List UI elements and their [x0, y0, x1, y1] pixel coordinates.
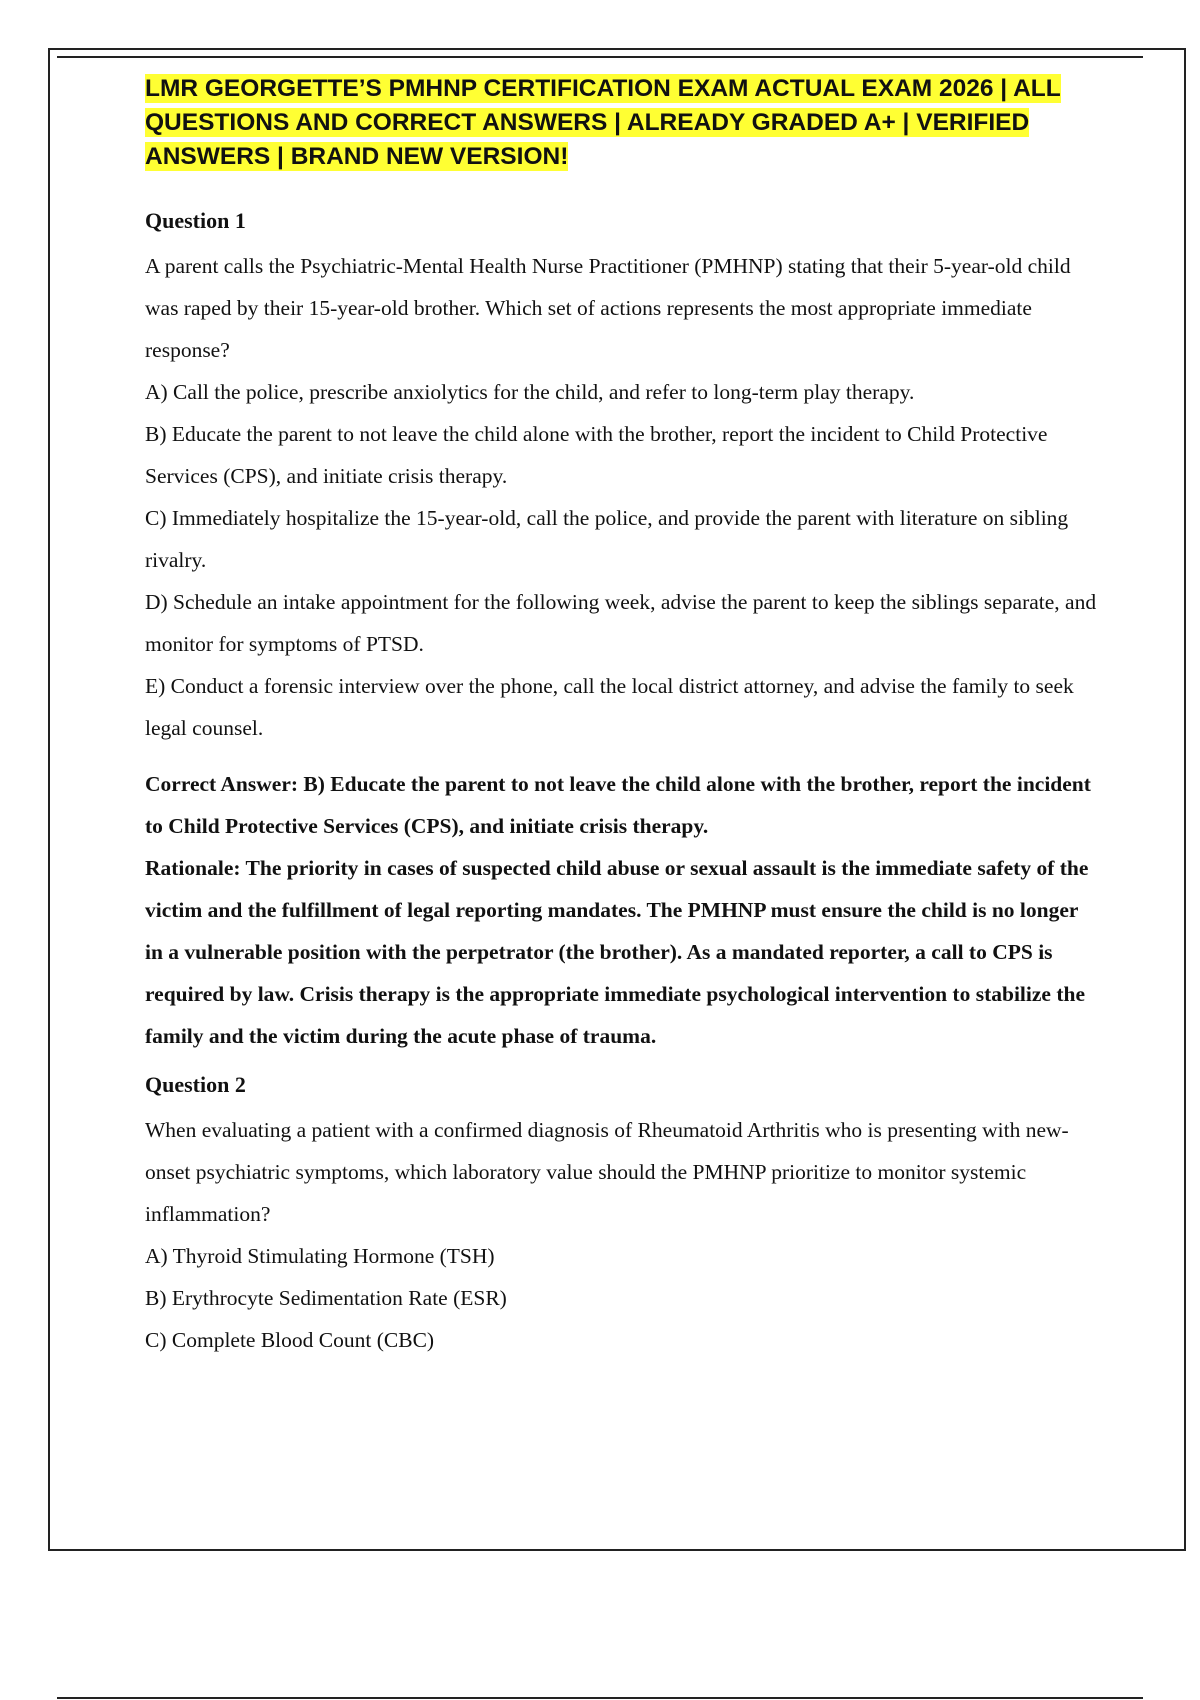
option-e: E) Conduct a forensic interview over the phone, call the local district attorney, and advise the family to seek legal counsel.	[145, 674, 1074, 740]
question-heading: Question 1	[145, 208, 246, 233]
option-c: C) Complete Blood Count (CBC)	[145, 1328, 435, 1352]
option-a: A) Call the police, prescribe anxiolytics for the child, and refer to long-term play therapy.	[145, 380, 915, 404]
option-b: B) Erythrocyte Sedimentation Rate (ESR)	[145, 1286, 507, 1310]
rationale: Rationale: The priority in cases of suspected child abuse or sexual assault is the immediate safety of the victim and the fulfillment of legal reporting mandates. The PMHNP must ensure the child is no longer in a vulnerable position with the perpetrator (the brother). As a mandated reporter, a call to CPS is required by law. Crisis therapy is the appropriate immediate psychological intervention to stabilize the family and the victim during the acute phase of trauma.	[145, 856, 1089, 1048]
question-stem: A parent calls the Psychiatric-Mental Health Nurse Practitioner (PMHNP) stating that their 5-year-old child was raped by their 15-year-old brother. Which set of actions represents the most appropriate immediate response?	[145, 254, 1071, 362]
document-title	[145, 72, 1100, 174]
question-1	[145, 207, 1100, 1057]
option-a: A) Thyroid Stimulating Hormone (TSH)	[145, 1244, 495, 1268]
question-heading: Question 2	[145, 1072, 246, 1097]
option-d: D) Schedule an intake appointment for the following week, advise the parent to keep the siblings separate, and monitor for symptoms of PTSD.	[145, 590, 1097, 656]
option-b: B) Educate the parent to not leave the child alone with the brother, report the incident to Child Protective Services (CPS), and initiate crisis therapy.	[145, 422, 1048, 488]
bottom-rule	[57, 1697, 1143, 1699]
option-c: C) Immediately hospitalize the 15-year-old, call the police, and provide the parent with literature on sibling rivalry.	[145, 506, 1069, 572]
correct-answer: Correct Answer: B) Educate the parent to not leave the child alone with the brother, report the incident to Child Protective Services (CPS), and initiate crisis therapy.	[145, 772, 1091, 838]
page-content	[145, 72, 1100, 1361]
question-2	[145, 1071, 1100, 1361]
question-stem: When evaluating a patient with a confirmed diagnosis of Rheumatoid Arthritis who is presenting with new-onset psychiatric symptoms, which laboratory value should the PMHNP prioritize to monitor systemic inflammation?	[145, 1118, 1069, 1226]
answer-block	[145, 763, 1100, 1057]
document-title-highlight: LMR GEORGETTE’S PMHNP CERTIFICATION EXAM ACTUAL EXAM 2026 | ALL QUESTIONS AND CORRECT ANSWERS | ALREADY GRADED A+ | VERIFIED ANSWERS | BRAND NEW VERSION!	[145, 75, 1061, 170]
